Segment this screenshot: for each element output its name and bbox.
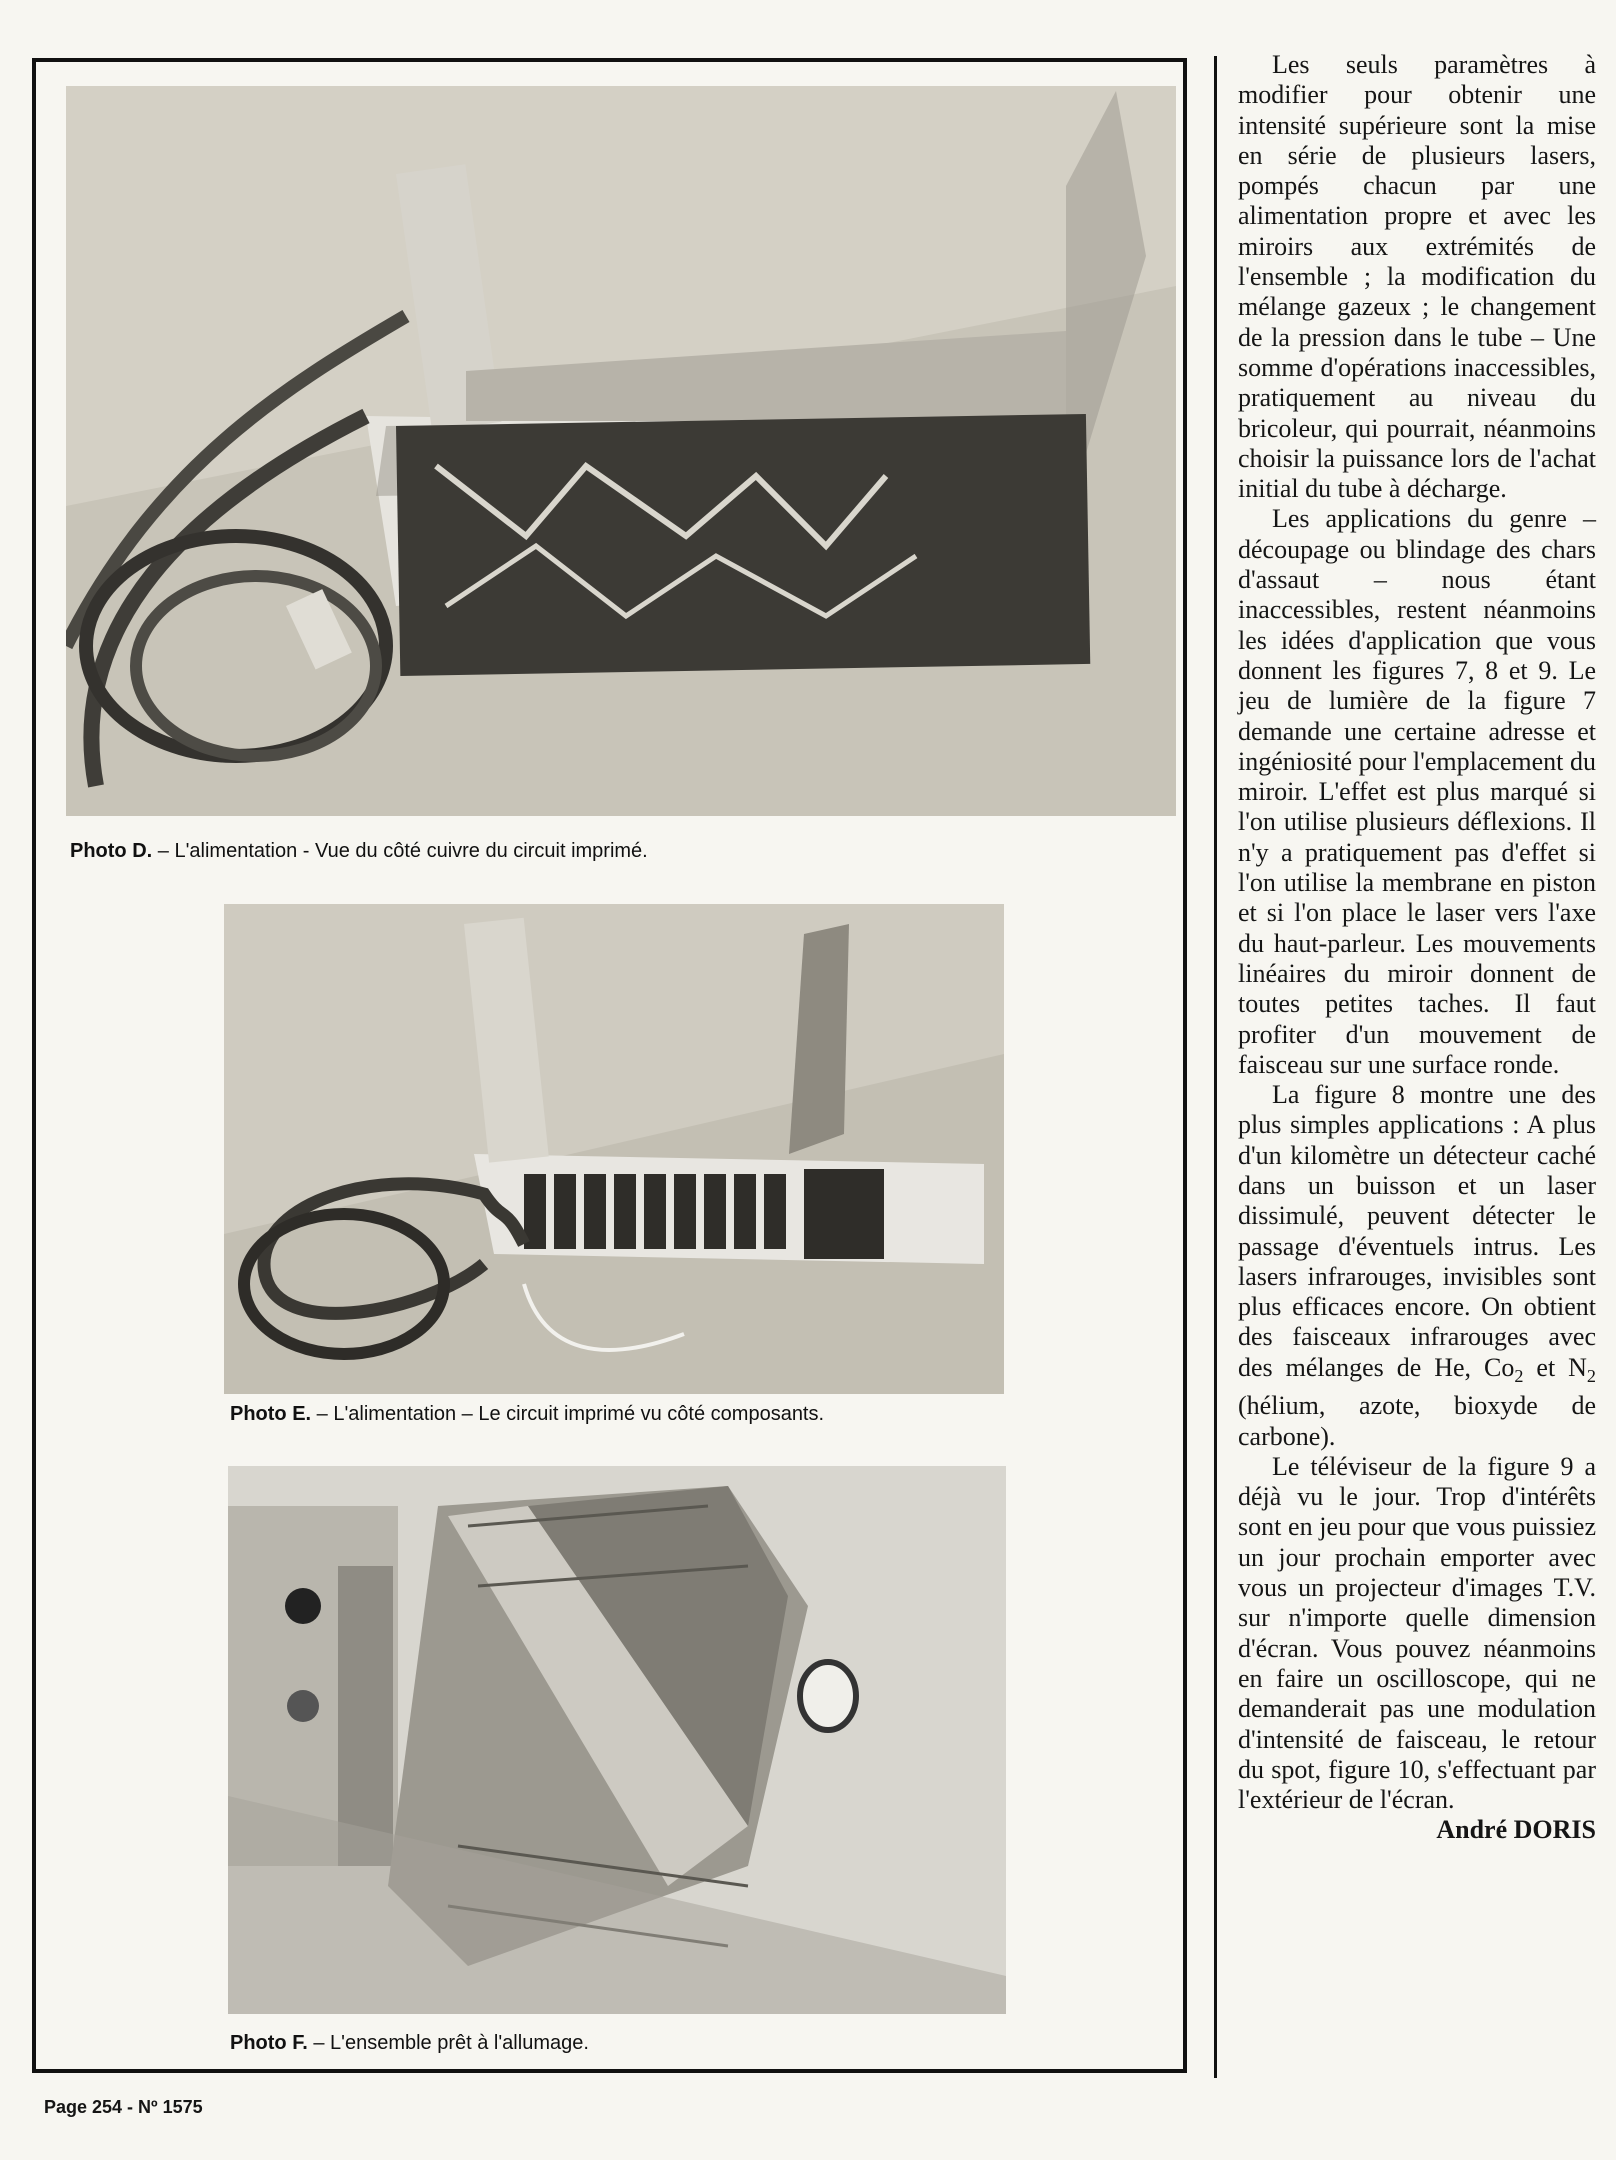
article-paragraph-3: La figure 8 montre une des plus simples applications : A plus d'un kilomètre un détecteur caché dans un buisson et un laser dissimulé, peuvent détecter le passage d'éventuels intrus. Les lasers infrarouges, invisibles sont plus efficaces encore. On obtient des faisceaux infrarouges avec des mélanges de He, $Co_2$ et $N_2$ (hélium, azote, bioxyde de carbone).	[1238, 1080, 1596, 1451]
photo-e-label: Photo E.	[230, 1403, 312, 1425]
article-paragraph: Le téléviseur de la figure 9 a déjà vu le jour. Trop d'intérêts sont en jeu pour que vous puissiez un jour prochain emporter avec vous un projecteur d'images T.V. sur n'importe quelle dimension d'écran. Vous pouvez néanmoins en faire un oscilloscope, qui ne demanderait pas une modulation d'intensité de faisceau, le retour du spot, figure 10, s'effectuant par l'extérieur de l'écran.	[1238, 1451, 1596, 1815]
photo-f	[228, 1466, 1006, 2014]
photo-d-caption-text: – L'alimentation - Vue du côté cuivre du circuit imprimé.	[152, 840, 648, 862]
article-paragraph: Les applications du genre – découpage ou blindage des chars d'assaut – nous étant inaccessibles, restent néanmoins les idées d'application que vous donnent les figures 7, 8 et 9. Le jeu de lumière de la figure 7 demande une certaine adresse et ingéniosité pour l'emplacement du miroir. L'effet est plus marqué si l'on utilise plusieurs déflexions. Il n'y a pratiquement pas d'effet si l'on utilise la membrane en piston et si l'on place le laser vers l'axe du haut-parleur. Les mouvements linéaires du miroir donnent de toutes petites taches. Il faut profiter d'un mouvement de faisceau sur une surface ronde.	[1238, 504, 1596, 1079]
photo-f-caption-text: – L'ensemble prêt à l'allumage.	[307, 2032, 589, 2054]
column-rule	[1214, 56, 1217, 2078]
photo-f-caption	[230, 2032, 589, 2055]
photo-e-caption-text: – L'alimentation – Le circuit imprimé vu côté composants.	[311, 1403, 825, 1425]
photo-d	[66, 86, 1176, 816]
photo-e	[224, 904, 1004, 1394]
page-footer: Page 254 - Nº 1575	[44, 2097, 203, 2117]
author-signature: André DORIS	[1436, 1815, 1596, 1845]
article-column	[1238, 50, 1596, 1846]
photo-d-caption	[70, 840, 648, 863]
photo-e-caption	[230, 1403, 824, 1426]
article-paragraph: Les seuls paramètres à modifier pour obtenir une intensité supérieure sont la mise en série de plusieurs lasers, pompés chacun par une alimentation propre et avec les miroirs aux extrémités de l'ensemble ; la modification du mélange gazeux ; le changement de la pression dans le tube – Une somme d'opérations inaccessibles, pratiquement au niveau du bricoleur, qui pourrait, néanmoins choisir la puissance lors de l'achat initial du tube à décharge.	[1238, 50, 1596, 504]
photo-d-label: Photo D.	[70, 840, 153, 862]
photo-f-label: Photo F.	[230, 2032, 308, 2054]
